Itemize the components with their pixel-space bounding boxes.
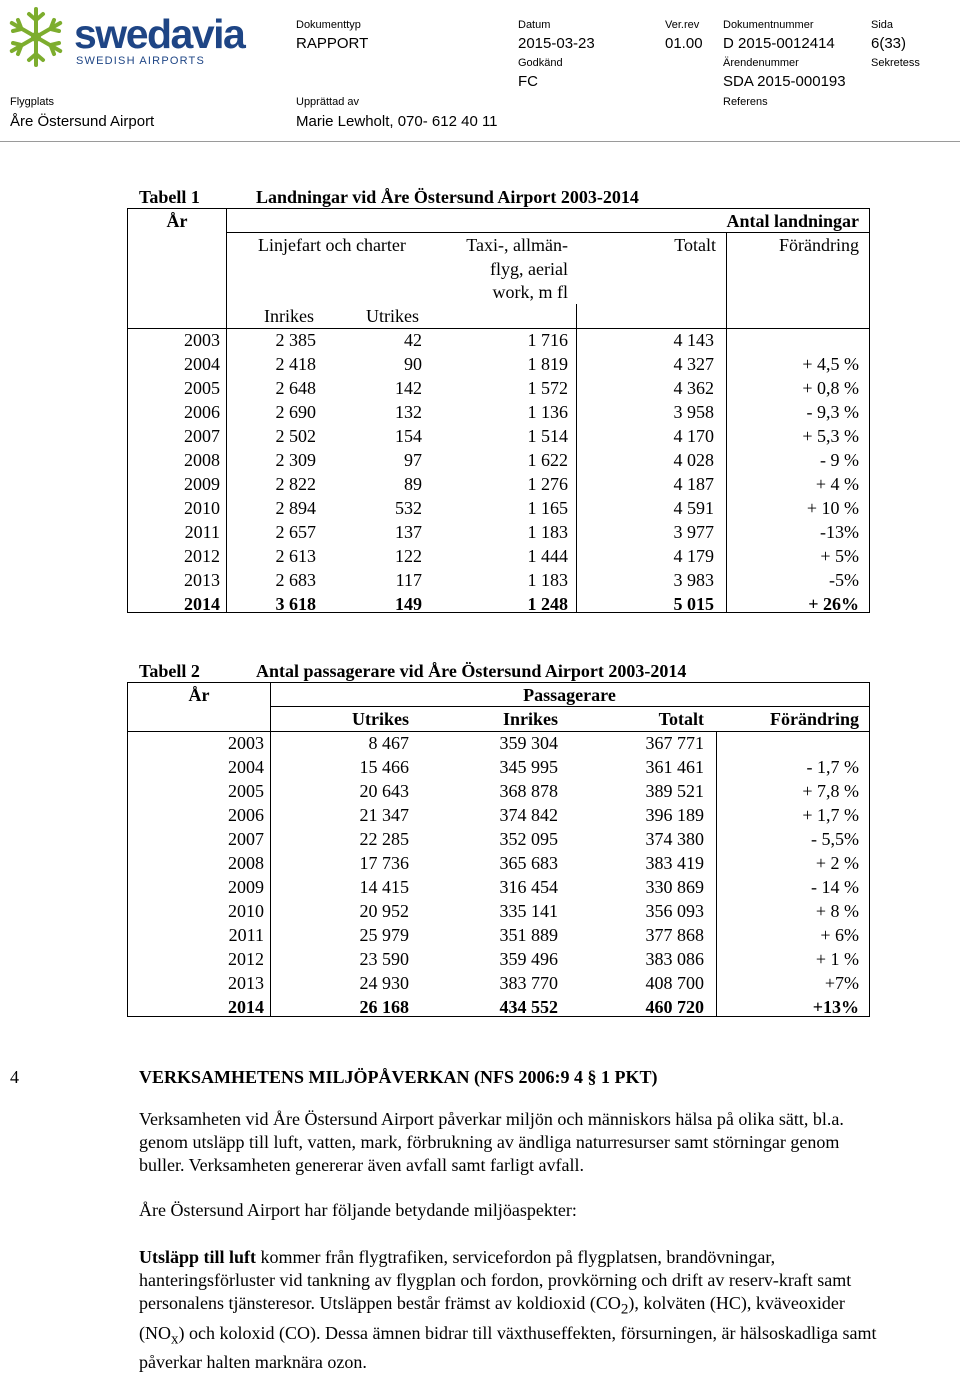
table1-title: Landningar vid Åre Östersund Airport 2003-2014 [256,187,639,207]
swedavia-snowflake-logo [4,5,68,69]
table1-col-group: Antal landningar [726,211,859,231]
table2-cell-domestic: 316 454 [499,877,558,897]
table1-cell-domestic: 2 894 [275,498,316,518]
table2-cell-change: + 6% [820,925,859,945]
table2-cell-domestic: 374 842 [499,805,558,825]
table1-cell-taxi: 1 183 [527,522,568,542]
subscript-co2: 2 [620,1301,629,1318]
table2-cell-year: 2009 [228,877,264,897]
table1-cell-year: 2010 [184,498,220,518]
table2-cell-total: 408 700 [645,973,704,993]
case-number-label: Ärendenummer [723,57,799,69]
table2-cell-international: 15 466 [359,757,409,777]
date-label: Datum [518,19,551,31]
table1-cell-change: -13% [820,522,859,542]
table2-cell-year: 2005 [228,781,264,801]
table2-cell-change: + 7,8 % [802,781,859,801]
table1-cell-total: 4 362 [673,378,714,398]
table2-cell-change: +13% [812,997,859,1017]
table1-cell-taxi: 1 276 [527,474,568,494]
doc-type: RAPPORT [296,35,369,52]
table2-cell-total: 374 380 [645,829,704,849]
table1-cell-change: + 5% [820,546,859,566]
table1-cell-year: 2004 [184,354,220,374]
table2-cell-domestic: 351 889 [499,925,558,945]
table1-cell-domestic: 2 309 [275,450,316,470]
table1-cell-total: 5 015 [673,594,714,614]
table1-cell-change: -5% [829,570,859,590]
table1-cell-domestic: 2 648 [275,378,316,398]
table1-cell-domestic: 2 822 [275,474,316,494]
table2-cell-year: 2011 [228,925,264,945]
table1-cell-international: 154 [395,426,422,446]
table1-cell-total: 4 187 [673,474,714,494]
brand-name: swedavia [74,11,245,57]
table1-cell-taxi: 1 819 [527,354,568,374]
approved: FC [518,73,538,90]
table2-cell-change: - 1,7 % [806,757,859,777]
table1-cell-domestic: 2 683 [275,570,316,590]
table2-cell-year: 2004 [228,757,264,777]
table1-cell-year: 2011 [184,522,220,542]
table2-col-group: Passagerare [523,685,616,705]
table2-cell-domestic: 359 496 [499,949,558,969]
table2-cell-change: +7% [824,973,859,993]
author: Marie Lewholt, 070- 612 40 11 [296,113,498,130]
table2-col-year: År [188,685,210,705]
table1-cell-domestic: 2 502 [275,426,316,446]
table2-cell-year: 2007 [228,829,264,849]
table2-cell-year: 2012 [228,949,264,969]
table1-cell-taxi: 1 248 [527,594,568,614]
table1-cell-international: 132 [395,402,422,422]
table1-cell-year: 2014 [184,594,220,614]
table1-cell-year: 2012 [184,546,220,566]
table2-cell-international: 17 736 [359,853,409,873]
table1-cell-year: 2006 [184,402,220,422]
table1-col-total: Totalt [674,235,716,255]
table1-cell-international: 142 [395,378,422,398]
table1-cell-total: 4 143 [673,330,714,350]
table2-cell-international: 25 979 [359,925,409,945]
table2-title: Antal passagerare vid Åre Östersund Airport 2003-2014 [256,661,687,681]
table1-cell-international: 122 [395,546,422,566]
table1-cell-year: 2009 [184,474,220,494]
table2-cell-year: 2008 [228,853,264,873]
table2-cell-change: + 2 % [815,853,859,873]
table1-col-taxi-line3: work, m fl [492,282,568,302]
table1-cell-international: 89 [404,474,422,494]
author-label: Upprättad av [296,96,359,108]
table1-cell-international: 90 [404,354,422,374]
table2-cell-total: 356 093 [645,901,704,921]
table2-cell-total: 361 461 [645,757,704,777]
table1-col-year: År [166,211,188,231]
paragraph-3-text-a: kommer från flygtrafiken, servicefordon på flygplatsen, brandövningar, hanteringsförluster vid tankning av flygplan och fordon, provkörning och drift av reserv-kraft samt personalens tjänsteresor. Utsläppen består främst av koldioxid (CO [139,1247,852,1313]
subscript-nox: x [171,1331,179,1348]
table2-cell-international: 26 168 [359,997,409,1017]
table1-cell-international: 97 [404,450,422,470]
header-divider [0,141,960,142]
date: 2015-03-23 [518,35,595,52]
table2-col-international: Utrikes [352,709,409,729]
secrecy-label: Sekretess [871,57,920,69]
location-label: Flygplats [10,96,55,108]
version-label: Ver.rev [665,19,700,31]
table2-cell-change: + 1 % [815,949,859,969]
section-title: VERKSAMHETENS MILJÖPÅVERKAN (NFS 2006:9 4 § 1 PKT) [139,1067,658,1087]
table1-cell-domestic: 3 618 [275,594,316,614]
table1-cell-year: 2005 [184,378,220,398]
table2-cell-year: 2013 [228,973,264,993]
table1-col-change: Förändring [779,235,859,255]
table1-cell-international: 149 [395,594,422,614]
page-number: 6(33) [871,35,907,52]
table2-cell-international: 20 643 [359,781,409,801]
table1-cell-change: + 0,8 % [802,378,859,398]
table2-cell-total: 367 771 [645,733,704,753]
table1-cell-year: 2013 [184,570,220,590]
table2-cell-year: 2006 [228,805,264,825]
table2-cell-international: 14 415 [359,877,409,897]
table1-label: Tabell 1 [139,187,200,207]
table2-cell-international: 22 285 [359,829,409,849]
table1-cell-international: 137 [395,522,422,542]
table2-cell-total: 330 869 [645,877,704,897]
page-label: Sida [871,19,894,31]
table2-cell-domestic: 352 095 [499,829,558,849]
table2-cell-change: + 1,7 % [802,805,859,825]
table2-col-domestic: Inrikes [502,709,558,729]
table2-cell-domestic: 359 304 [499,733,558,753]
table2-cell-international: 20 952 [359,901,409,921]
emphasis-air-emissions: Utsläpp till luft [139,1247,257,1267]
table1-cell-domestic: 2 418 [275,354,316,374]
brand-tagline: SWEDISH AIRPORTS [76,55,206,67]
table2-cell-domestic: 365 683 [499,853,558,873]
table1-col-domestic: Inrikes [264,306,314,326]
table1-landings [127,208,870,613]
section-paragraph-3 [139,1246,879,1374]
table2-cell-total: 396 189 [645,805,704,825]
table1-cell-total: 3 977 [673,522,714,542]
table1-cell-taxi: 1 183 [527,570,568,590]
table1-cell-taxi: 1 136 [527,402,568,422]
table2-cell-total: 383 419 [645,853,704,873]
table2-cell-year: 2014 [228,997,264,1017]
table2-cell-year: 2010 [228,901,264,921]
table1-cell-domestic: 2 690 [275,402,316,422]
section-paragraph-2: Åre Östersund Airport har följande betydande miljöaspekter: [139,1200,577,1220]
table2-cell-total: 460 720 [645,997,704,1017]
table2-cell-domestic: 383 770 [499,973,558,993]
table2-col-change: Förändring [769,709,859,729]
table1-cell-taxi: 1 514 [527,426,568,446]
table2-cell-domestic: 345 995 [499,757,558,777]
table1-cell-change: - 9 % [820,450,859,470]
table1-cell-change: + 4 % [815,474,859,494]
table2-cell-change: + 8 % [815,901,859,921]
table1-cell-total: 3 958 [673,402,714,422]
doc-type-label: Dokumenttyp [296,19,361,31]
table2-cell-change: - 14 % [811,877,859,897]
table2-cell-domestic: 434 552 [499,997,558,1017]
table1-cell-year: 2008 [184,450,220,470]
reference-label: Referens [723,96,768,108]
table1-cell-domestic: 2 613 [275,546,316,566]
version: 01.00 [665,35,703,52]
table1-cell-taxi: 1 444 [527,546,568,566]
table1-col-taxi-line1: Taxi-, allmän- [466,235,568,255]
table1-col-linjefart: Linjefart och charter [258,235,406,255]
table2-cell-year: 2003 [228,733,264,753]
table1-cell-domestic: 2 657 [275,522,316,542]
table1-cell-change: - 9,3 % [806,402,859,422]
table1-cell-total: 4 028 [673,450,714,470]
table2-cell-total: 389 521 [645,781,704,801]
table2-cell-international: 23 590 [359,949,409,969]
table1-cell-taxi: 1 165 [527,498,568,518]
case-number: SDA 2015-000193 [723,73,846,90]
table1-cell-international: 117 [395,570,422,590]
table2-col-total: Totalt [658,709,704,729]
table2-cell-international: 8 467 [368,733,409,753]
table1-cell-change: + 26% [808,594,859,614]
table2-cell-total: 383 086 [645,949,704,969]
doc-number-label: Dokumentnummer [723,19,814,31]
table1-cell-international: 42 [404,330,422,350]
paragraph-3-text-c: ) och koloxid (CO). Dessa ämnen bidrar till växthuseffekten, försurningen, är hälsoskadliga samt påverkar halten marknära ozon. [139,1322,877,1373]
table1-col-international: Utrikes [366,306,419,326]
table1-col-taxi-line2: flyg, aerial [490,259,568,279]
table1-cell-taxi: 1 572 [527,378,568,398]
section-number: 4 [10,1067,19,1087]
table1-cell-total: 4 591 [673,498,714,518]
section-paragraph-1: Verksamheten vid Åre Östersund Airport påverkar miljön och människors hälsa på olika sätt, bl.a. genom utsläpp till luft, vatten, mark, förbrukning av ändliga naturresurser samt störningar genom buller. Verksamheten genererar även avfall samt farligt avfall. [139,1109,844,1175]
paragraph-3-text-b: ), kolväten (HC), kväveoxider (NO [139,1293,845,1343]
table1-cell-taxi: 1 622 [527,450,568,470]
approved-label: Godkänd [518,57,563,69]
table1-cell-change: + 5,3 % [802,426,859,446]
table1-cell-international: 532 [395,498,422,518]
table2-cell-domestic: 335 141 [499,901,558,921]
table1-cell-total: 4 327 [673,354,714,374]
table1-cell-year: 2007 [184,426,220,446]
table2-label: Tabell 2 [139,661,200,681]
table2-cell-international: 21 347 [359,805,409,825]
table2-passengers [127,682,870,1017]
table2-cell-domestic: 368 878 [499,781,558,801]
table1-cell-taxi: 1 716 [527,330,568,350]
table1-cell-change: + 4,5 % [802,354,859,374]
table2-cell-change: - 5,5% [811,829,859,849]
location: Åre Östersund Airport [10,113,155,130]
table2-cell-international: 24 930 [359,973,409,993]
doc-number: D 2015-0012414 [723,35,835,52]
table1-cell-year: 2003 [184,330,220,350]
table1-cell-domestic: 2 385 [275,330,316,350]
table1-cell-total: 4 179 [673,546,714,566]
table2-cell-total: 377 868 [645,925,704,945]
table1-cell-change: + 10 % [806,498,859,518]
table1-cell-total: 3 983 [673,570,714,590]
table1-cell-total: 4 170 [673,426,714,446]
